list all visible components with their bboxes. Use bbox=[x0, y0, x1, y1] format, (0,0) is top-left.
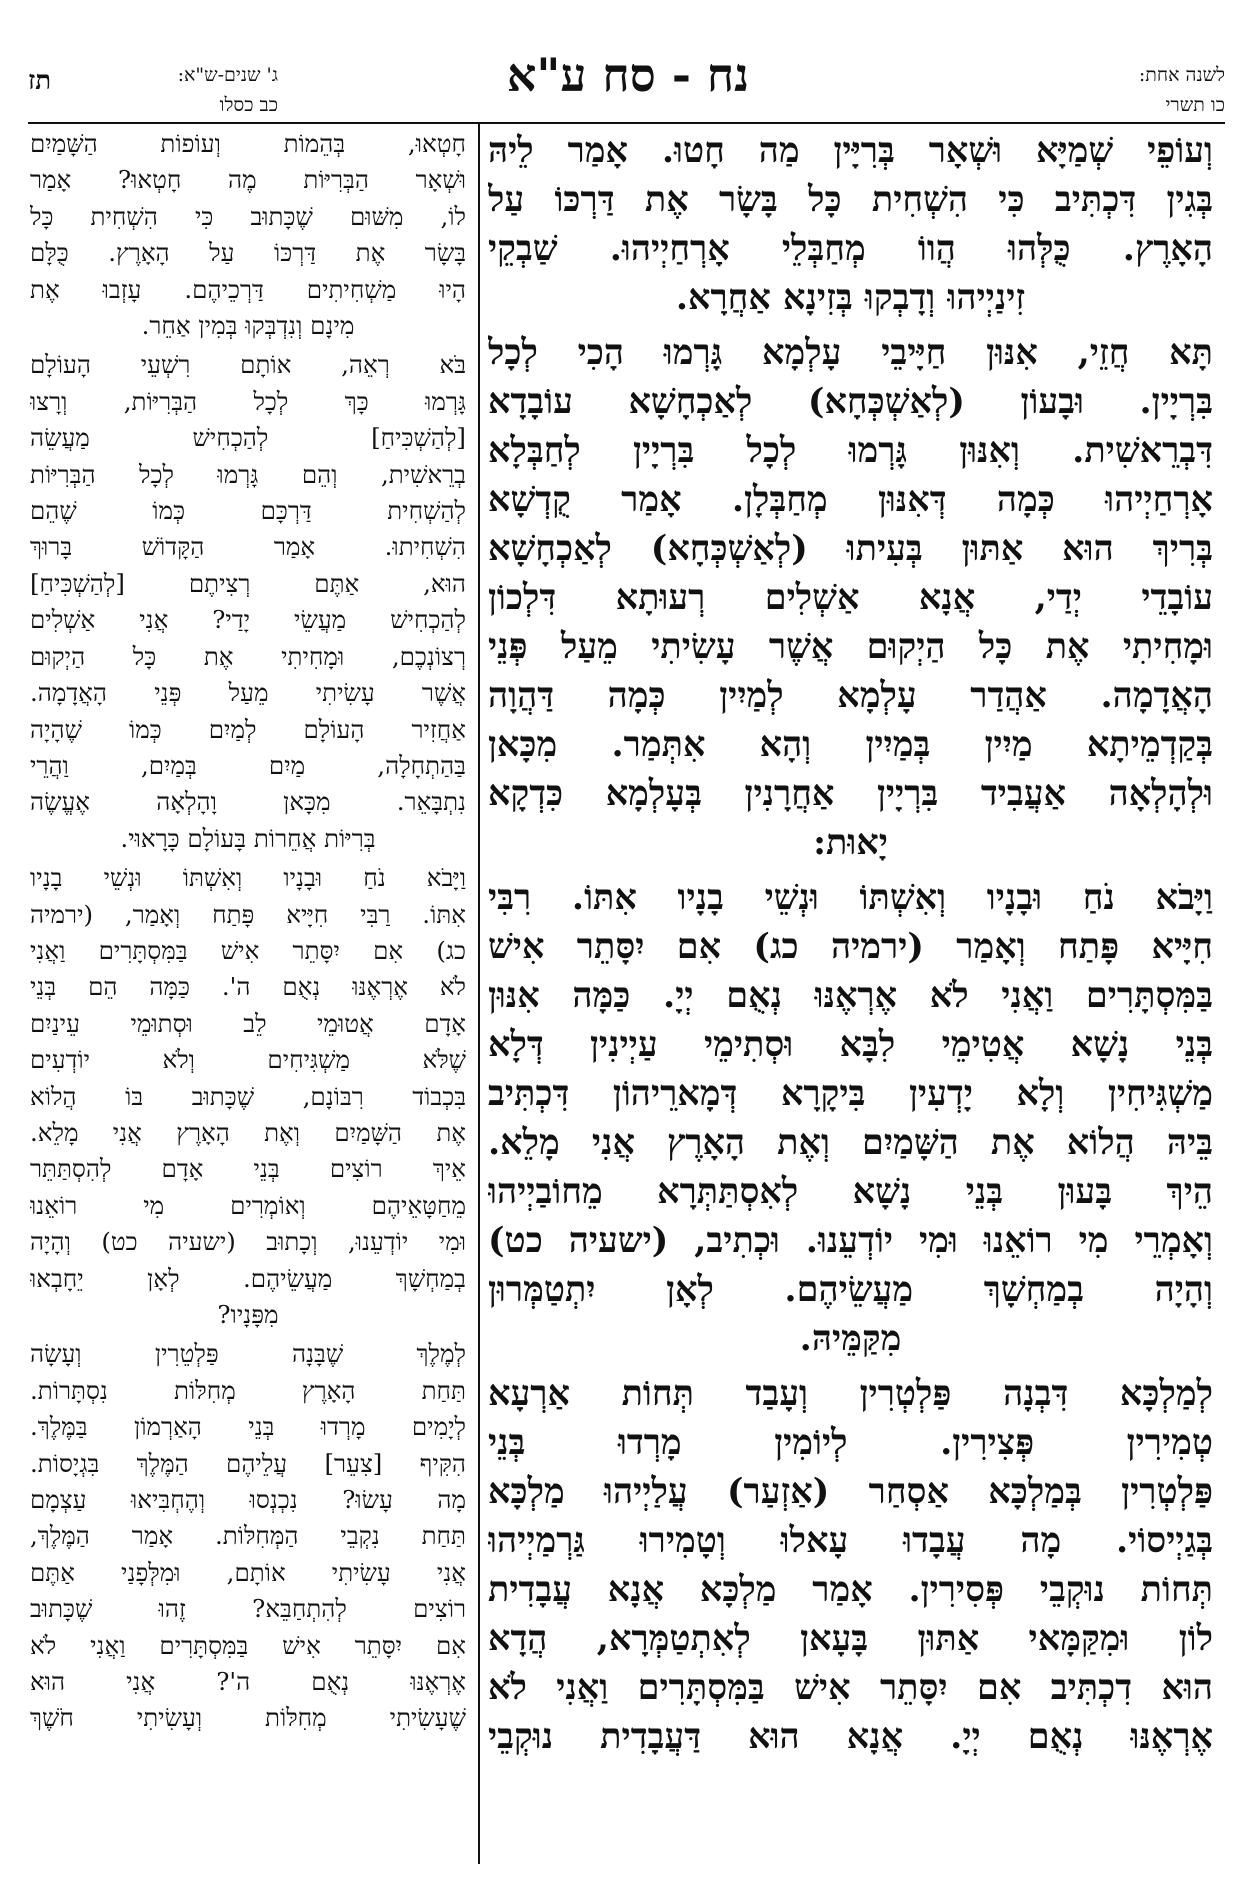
text-line: בְּרִיךְ הוּא אַתּוּן בְּעִיתוּ (לְאַשְׁכְּחָא) לְאַכְחָשָׁא bbox=[488, 528, 1213, 569]
text-line: חָטְאוּ, בְּהֵמוֹת וְעוֹפוֹת הַשָּׁמַיִם bbox=[30, 129, 466, 158]
text-line: לְהַשְׁחִית דַּרְכָּם כְּמוֹ שֶׁהֵם bbox=[30, 496, 466, 526]
text-line: בְּקַדְמֵיתָא מַיִין בְּמַיִין וְהָא אִתְּמַר. מִכָּאן bbox=[488, 724, 1213, 765]
text-line: וְהָיָה בְמַחְשָׁךְ מַעֲשֵׂיהֶם. לְאָן יִתְטַמְּרוּן bbox=[488, 1269, 1213, 1310]
text-line: מָה עָשׂוּ? נִכְנְסוּ וְהֶחְבִּיאוּ עַצְמָם bbox=[30, 1485, 466, 1515]
text-line: תְּחוֹת נוּקְבֵי פְּסִירִין. אָמַר מַלְכָּא אֲנָא עֲבָדִית bbox=[488, 1569, 1213, 1610]
text-line: תַּחַת הָאָרֶץ מְחִלּוֹת נִסְתָּרוֹת. bbox=[30, 1375, 466, 1405]
text-line: בִּרְיָין. וּבָעוֹן (לְאַשְׁכְּחָא) לְאַכְחָשָׁא עוֹבָדָא bbox=[488, 381, 1213, 422]
text-line: חִיָּיא פָּתַח וְאָמַר (ירמיה כג) אִם יִסָּתֵר אִישׁ bbox=[488, 926, 1213, 967]
side-paragraph bbox=[30, 126, 466, 344]
text-line: מִינָם וְנִדְבְּקוּ בְּמִין אַחֵר. bbox=[141, 311, 355, 341]
text-line: זִינַיְיהוּ וְדָבְקוּ בְּזִינָא אַחֲרָא. bbox=[675, 277, 1026, 318]
text-line: נִתְבָּאֵר. מִכָּאן וָהָלְאָה אֶעֱשֶׂה bbox=[30, 787, 466, 817]
side-paragraph bbox=[30, 347, 466, 857]
text-line: שֶׁלֹּא מַשְׁגִּיחִים וְלֹא יוֹדְעִים bbox=[30, 1045, 466, 1075]
text-line: דִּבְרֵאשִׁית. וְאִנּוּן גָּרְמוּ לְכָל בִּרְיָין לְחַבְּלָא bbox=[488, 430, 1213, 471]
text-line: הִקִּיף [צִעֵר] עֲלֵיהֶם הַמֶּלֶךְ בִּגְיָסוֹת. bbox=[30, 1448, 466, 1478]
text-line: תַּחַת נִקְבֵי הַמְּחִלּוֹת. אָמַר הַמֶּלֶךְ, bbox=[30, 1521, 466, 1551]
side-paragraph bbox=[30, 1336, 466, 1736]
text-line: וּשְׁאָר הַבְּרִיּוֹת מֶה חָטְאוּ? אָמַר bbox=[30, 165, 466, 195]
side-paragraph bbox=[30, 860, 466, 1333]
text-line: בְּנֵי נָשָׁא אֲטִימֵי לִבָּא וּסְתִימֵי עַיְינִין דְּלָא bbox=[488, 1024, 1213, 1065]
text-line: לְיָמִים מָרְדוּ בְּנֵי הָאַרְמוֹן בַּמֶּלֶךְ. bbox=[30, 1412, 466, 1442]
header-right-meta bbox=[1055, 60, 1225, 120]
header-right-meta-line: לשנה אחת: bbox=[1138, 64, 1225, 86]
text-line: מֵחַטָּאֵיהֶם וְאוֹמְרִים מִי רוֹאֵנוּ bbox=[30, 1190, 466, 1220]
text-line: כג) אִם יִסָּתֵר אִישׁ בַּמִּסְתָּרִים וַאֲנִי bbox=[30, 935, 466, 965]
text-line: אֵיךְ רוֹצִים בְּנֵי אָדָם לְהִסְתַּתֵּר bbox=[30, 1154, 466, 1184]
main-paragraph bbox=[488, 873, 1213, 1363]
text-line: טְמִירִין פְּצִירִין. לְיוֹמִין מָרְדוּ בְּנֵי bbox=[488, 1422, 1213, 1463]
text-line: בְּרִיּוֹת אֲחֵרוֹת בָּעוֹלָם כָּרָאוּי. bbox=[120, 823, 376, 853]
header-left-meta-line: ג' שנים-ש"א: bbox=[177, 64, 278, 86]
text-line: לוֹ, מִשּׁוּם שֶׁכָּתוּב כִּי הִשְׁחִית כָּל bbox=[30, 201, 466, 231]
text-line: אֶת הַשָּׁמַיִם וְאֶת הָאָרֶץ אֲנִי מָלֵא. bbox=[30, 1117, 466, 1147]
text-line: הָאֲדָמָה. אַהֲדַר עָלְמָא לְמַיִין כְּמָה דַּהֲוָה bbox=[488, 675, 1213, 716]
text-line: רוֹצִים לְהִתְחַבֵּא? זֶהוּ שֶׁכָּתוּב bbox=[30, 1594, 466, 1624]
text-line: אִם יִסָּתֵר אִישׁ בַּמִּסְתָּרִים וַאֲנִי לֹא bbox=[30, 1630, 466, 1660]
text-line: אֶרְאֶנּוּ נְאֻם יְיָ. אֲנָא הוּא דַּעֲבָדִית נוּקְבֵי bbox=[488, 1716, 1213, 1757]
text-line: וַיָּבֹא נֹחַ וּבָנָיו וְאִשְׁתּוֹ וּנְשֵׁי בָנָיו bbox=[30, 863, 466, 893]
text-line: בַּהַתְחָלָה, מַיִם בְּמַיִם, וַהֲרֵי bbox=[30, 750, 466, 780]
main-text-column bbox=[488, 126, 1213, 1874]
text-line: הִשְׁחִיתוּ. אָמַר הַקָּדוֹשׁ בָּרוּךְ bbox=[30, 532, 466, 562]
translation-column bbox=[30, 126, 466, 1874]
text-line: וּמָחִיתִי אֶת כָּל הַיְקוּם אֲשֶׁר עָשִׂיתִי מֵעַל פְּנֵי bbox=[488, 626, 1213, 667]
text-line: לוֹן וּמִקַּמָּאי אַתּוּן בָּעָאן לְאִתְטַמְּרָא, הֲדָא bbox=[488, 1618, 1213, 1659]
text-line: עוֹבָדֵי יְדַי, אֲנָא אַשְׁלִים רְעוּתָא דִּלְכוֹן bbox=[488, 577, 1213, 618]
text-line: בְּגַיְיסוֹי. מָה עֲבָדוּ עָאלוּ וְטָמִירוּ גַּרְמַיְיהוּ bbox=[488, 1520, 1213, 1561]
page-title: נח - סח ע"א bbox=[506, 48, 750, 102]
main-paragraph bbox=[488, 1369, 1213, 1761]
text-line: אָדָם אֲטוּמֵי לֵב וּסְתוּמֵי עֵינַיִם bbox=[30, 1008, 466, 1038]
text-line: וּמִי יוֹדְעֵנוּ, וְכָתוּב (ישעיה כט) וְהָיָה bbox=[30, 1227, 466, 1257]
text-line: הוּא דִכְתִּיב אִם יִסָּתֵר אִישׁ בַּמִּסְתָּרִים וַאֲנִי לֹא bbox=[488, 1667, 1213, 1708]
header-rule bbox=[28, 122, 1225, 124]
text-line: וַיָּבֹא נֹחַ וּבָנָיו וְאִשְׁתּוֹ וּנְשֵׁי בָנָיו אִתּוֹ. רִבִּי bbox=[488, 877, 1213, 918]
text-line: לְמַלְכָּא דִּבְנָה פַּלְטְרִין וְעָבַד תְּחוֹת אַרְעָא bbox=[488, 1373, 1213, 1414]
page-number: תז bbox=[28, 66, 52, 96]
text-line: בְּגִין דִּכְתִּיב כִּי הִשְׁחִית כָּל בָּשָׂר אֶת דַּרְכּוֹ עַל bbox=[488, 179, 1213, 220]
text-line: תָּא חֲזֵי, אִנּוּן חַיָּיבֵי עָלְמָא גָּרְמוּ הָכִי לְכָל bbox=[488, 332, 1213, 373]
text-line: הֵיךְ בָּעוּן בְּנֵי נָשָׁא לְאִסְתַּתְּרָא מֵחוֹבַיְיהוּ bbox=[488, 1171, 1213, 1212]
running-header bbox=[28, 40, 1225, 120]
text-line: בָּשָׂר אֶת דַּרְכּוֹ עַל הָאָרֶץ. כֻּלָּם bbox=[30, 238, 466, 268]
header-right-meta-line: כו תשרי bbox=[1165, 94, 1225, 116]
header-left-meta bbox=[98, 60, 278, 120]
text-line: וְעוֹפֵי שְׁמַיָּא וּשְׁאָר בְּרִיָּין מַה חָטוּ. אָמַר לֵיהּ bbox=[488, 130, 1213, 171]
text-line: אֲשֶׁר עָשִׂיתִי מֵעַל פְּנֵי הָאֲדָמָה. bbox=[30, 678, 466, 708]
text-line: יָאוּת: bbox=[813, 822, 888, 863]
text-line: פַּלְטְרִין בְּמַלְכָּא אַסְחַר (אַזְעַר) עֲלַיְיהוּ מַלְכָּא bbox=[488, 1471, 1213, 1512]
text-line: אֶרְאֶנּוּ נְאֻם ה'? אֲנִי הוּא bbox=[30, 1667, 466, 1697]
main-paragraph bbox=[488, 328, 1213, 867]
text-line: [לְהַשְׁכִּיחַ] לְהַכְחִישׁ מַעֲשֵׂה bbox=[30, 423, 466, 453]
text-line: לְהַכְחִישׁ מַעֲשֵׂי יָדַי? אֲנִי אַשְׁלִים bbox=[30, 605, 466, 635]
text-line: בֹּא רְאֵה, אוֹתָם רִשְׁעֵי הָעוֹלָם bbox=[30, 350, 466, 380]
text-line: הוּא, אַתֶּם רְצִיתֶם [לְהַשְׁכִּיחַ] bbox=[30, 568, 466, 598]
text-line: בְמַחְשָׁךְ מַעֲשֵׂיהֶם. לְאָן יֵחָבְאוּ bbox=[30, 1263, 466, 1293]
main-paragraph bbox=[488, 126, 1213, 322]
text-line: גָּרְמוּ כָּךְ לְכָל הַבְּרִיּוֹת, וְרָצוּ bbox=[30, 386, 466, 416]
text-line: אִתּוֹ. רַבִּי חִיָּיא פָּתַח וְאָמַר, (ירמיה bbox=[30, 899, 466, 929]
text-line: וּלְהָלְאָה אַעֲבִיד בִּרְיָין אַחֲרָנִין בְּעָלְמָא כִּדְקָא bbox=[488, 773, 1213, 814]
text-line: הָיוּ מַשְׁחִיתִים דַּרְכֵיהֶם. עָזְבוּ אֶת bbox=[30, 274, 466, 304]
text-line: אֲנִי עָשִׂיתִי אוֹתָם, וּמִלְּפָנַי אַתֶּם bbox=[30, 1557, 466, 1587]
text-line: מִקַּמֵּיהּ. bbox=[799, 1318, 902, 1359]
text-line: מִפָּנָיו? bbox=[217, 1300, 279, 1329]
text-line: בֵּיהּ הֲלוֹא אֶת הַשָּׁמַיִם וְאֶת הָאָרֶץ אֲנִי מָלֵא. bbox=[488, 1122, 1213, 1163]
text-line: לְמֶלֶךְ שֶׁבָּנָה פַּלְטֵרִין וְעָשָׂה bbox=[30, 1339, 466, 1369]
column-divider bbox=[478, 122, 480, 1864]
header-left-meta-line: כב כסלו bbox=[219, 94, 278, 116]
text-line: מַשְׁגִּיחִין וְלָא יָדְעִין בִּיקָרָא דְּמָארֵיהוֹן דִּכְתִּיב bbox=[488, 1073, 1213, 1114]
text-line: בִּכְבוֹד רִבּוֹנָם, שֶׁכָּתוּב בּוֹ הֲלוֹא bbox=[30, 1081, 466, 1111]
text-line: רְצוֹנְכֶם, וּמָחִיתִי אֶת כָּל הַיְקוּם bbox=[30, 641, 466, 671]
text-line: בְרֵאשִׁית, וְהֵם גָּרְמוּ לְכָל הַבְּרִיּוֹת bbox=[30, 459, 466, 489]
text-line: בַּמִּסְתָּרִים וַאֲנִי לֹא אֶרְאֶנּוּ נְאֻם יְיָ. כַּמָּה אִנּוּן bbox=[488, 975, 1213, 1016]
text-line: הָאָרֶץ. כֻּלְּהוּ הֲווֹ מְחַבְּלֵי אָרְחַיְיהוּ. שַׁבְקֵי bbox=[488, 228, 1213, 269]
text-line: שֶׁעָשִׂיתִי מְחִלּוֹת וְעָשִׂיתִי חֹשֶׁךְ bbox=[30, 1703, 466, 1733]
text-line: וְאָמְרֵי מִי רוֹאֵנוּ וּמִי יוֹדְעֵנוּ. וּכְתִיב, (ישעיה כט) bbox=[488, 1220, 1213, 1261]
text-line: אָרְחַיְיהוּ כְּמָה דְּאִנּוּן מְחַבְּלָן. אָמַר קֻדְשָׁא bbox=[488, 479, 1213, 520]
text-line: לֹא אֶרְאֶנּוּ נְאֻם ה'. כַּמָּה הֵם בְּנֵי bbox=[30, 972, 466, 1002]
text-line: אַחֲזִיר הָעוֹלָם לְמַיִם כְּמוֹ שֶׁהָיָה bbox=[30, 714, 466, 744]
